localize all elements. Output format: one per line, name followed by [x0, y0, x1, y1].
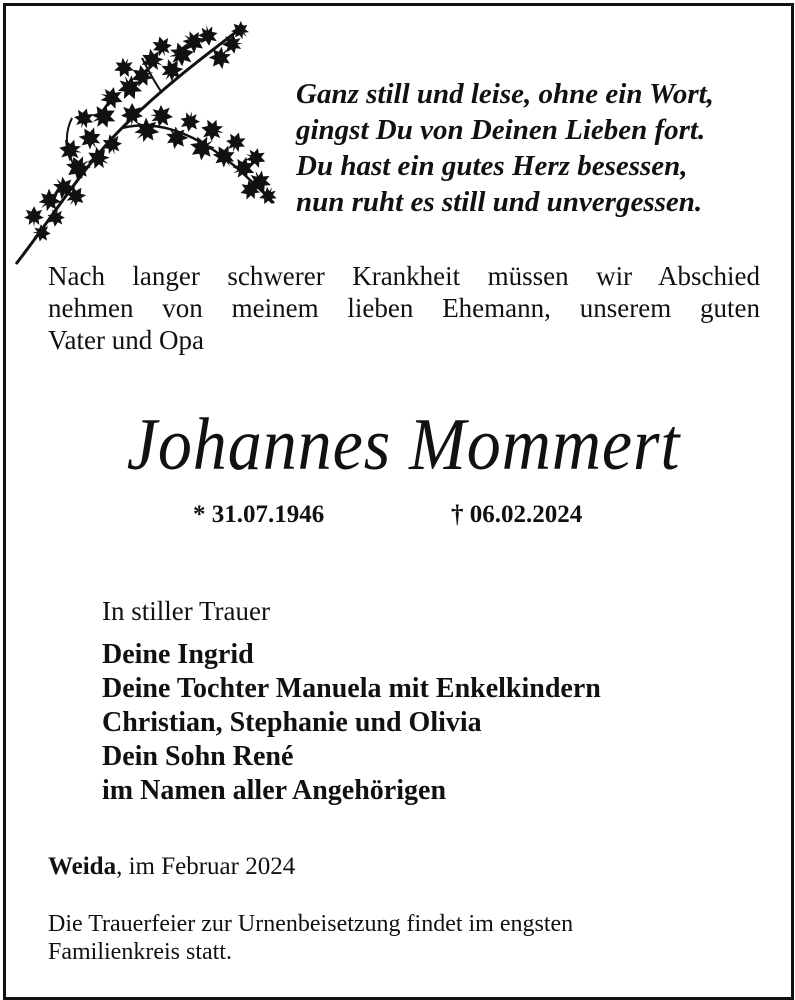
poem — [296, 76, 776, 220]
mourner: Deine Ingrid — [102, 639, 254, 670]
ceremony-note — [48, 910, 748, 966]
poem-line: Ganz still und leise, ohne ein Wort, — [296, 78, 714, 110]
poem-line: gingst Du von Deinen Lieben fort. — [296, 114, 706, 146]
mourner: Christian, Stephanie und Olivia — [102, 707, 482, 738]
note-line: Familienkreis statt. — [48, 939, 232, 965]
poem-line: nun ruht es still und unvergessen. — [296, 186, 703, 218]
poem-line: Du hast ein gutes Herz besessen, — [296, 150, 688, 182]
intro-text — [48, 260, 760, 356]
obituary-frame — [3, 3, 794, 1000]
mourners-list — [102, 638, 601, 808]
mourning-label: In stiller Trauer — [102, 596, 270, 626]
maple-branch-icon — [12, 18, 282, 268]
place-suffix: , im Februar 2024 — [116, 853, 296, 880]
mourner: Deine Tochter Manuela mit Enkelkindern — [102, 673, 601, 704]
intro-line: Vater und Opa — [48, 325, 204, 355]
intro-line: Nach langer schwerer Krankheit müssen wir Abschied — [48, 261, 760, 291]
mourner: Dein Sohn René — [102, 741, 294, 772]
note-line: Die Trauerfeier zur Urnenbeisetzung findet im engsten — [48, 911, 574, 937]
deceased-name: Johannes Mommert — [126, 404, 681, 486]
intro-line: nehmen von meinem lieben Ehemann, unserem guten — [48, 293, 760, 323]
mourner: im Namen aller Angehörigen — [102, 775, 447, 806]
death-date: † 06.02.2024 — [451, 501, 583, 528]
place-date — [48, 852, 295, 882]
place-name: Weida — [48, 853, 117, 880]
birth-date: * 31.07.1946 — [193, 501, 325, 528]
